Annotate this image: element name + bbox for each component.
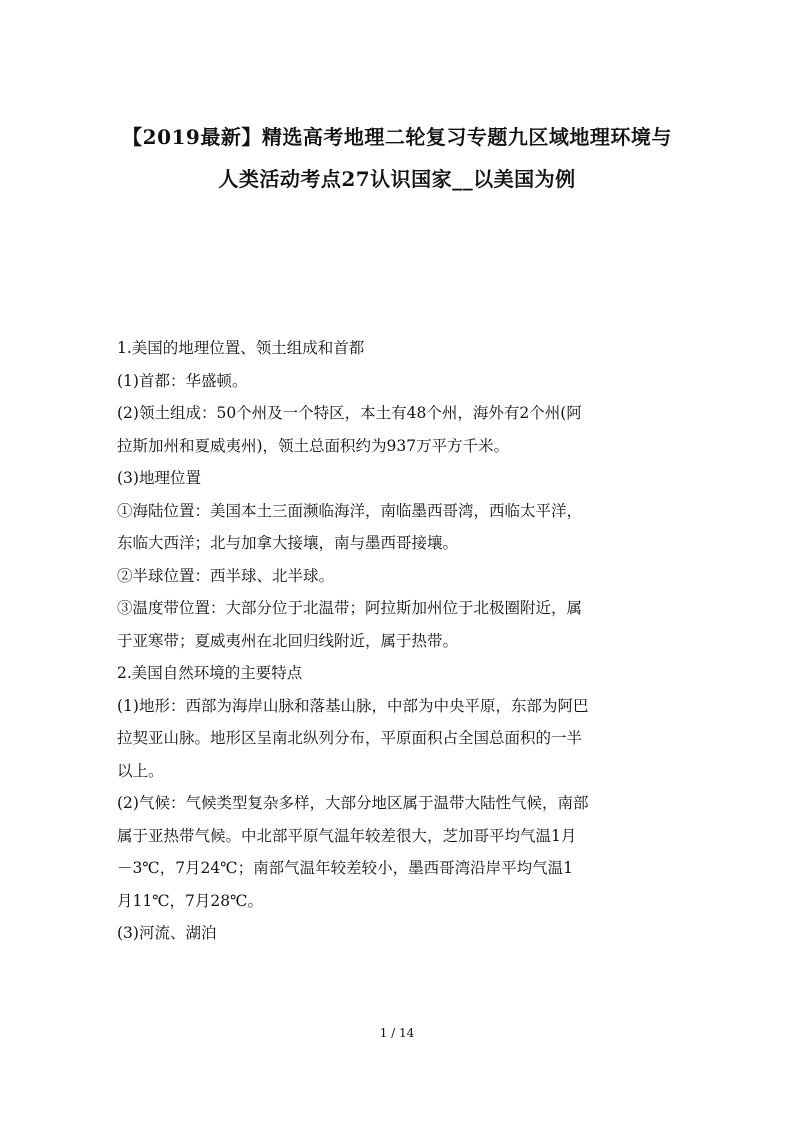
- paragraph-line: ③温度带位置：大部分位于北温带；阿拉斯加州位于北极圈附近，属: [117, 599, 583, 617]
- section-heading: 2.美国自然环境的主要特点: [117, 664, 303, 682]
- paragraph-line: 拉斯加州和夏威夷州)，领土总面积约为937万平方千米。: [117, 436, 510, 455]
- paragraph-line: 以上。: [117, 761, 164, 780]
- paragraph-line: ①海陆位置：美国本土三面濒临海洋，南临墨西哥湾，西临太平洋，: [117, 501, 583, 520]
- paragraph-line: 东临大西洋；北与加拿大接壤，南与墨西哥接壤。: [117, 534, 459, 552]
- paragraph-line: 月11℃，7月28℃。: [117, 891, 263, 910]
- section-heading: 1.美国的地理位置、领土组成和首都: [117, 339, 365, 357]
- paragraph-line: ②半球位置：西半球、北半球。: [117, 566, 335, 585]
- paragraph-line: (3)地理位置: [117, 469, 201, 487]
- document-title: [90, 116, 704, 200]
- paragraph-line: 属于亚热带气候。中北部平原气温年较差很大，芝加哥平均气温1月: [117, 826, 577, 845]
- paragraph-line: (2)领土组成：50个州及一个特区，本土有48个州，海外有2个州(阿: [117, 404, 582, 422]
- title-line: 【2019最新】精选高考地理二轮复习专题九区域地理环境与: [122, 125, 672, 149]
- page-number: 1 / 14: [379, 1026, 415, 1040]
- paragraph-line: (1)首都：华盛顿。: [117, 371, 248, 390]
- paragraph-line: －3℃，7月24℃；南部气温年较差较小，墨西哥湾沿岸平均气温1: [117, 859, 573, 877]
- paragraph-line: 拉契亚山脉。地形区呈南北纵列分布，平原面积占全国总面积的一半: [117, 729, 583, 747]
- paragraph-line: (1)地形：西部为海岸山脉和落基山脉，中部为中央平原，东部为阿巴: [117, 696, 589, 715]
- document-body: [117, 332, 687, 950]
- paragraph-line: (3)河流、湖泊: [117, 924, 217, 942]
- title-line: 人类活动考点27认识国家__以美国为例: [218, 167, 576, 191]
- paragraph-line: 于亚寒带；夏威夷州在北回归线附近，属于热带。: [117, 631, 459, 650]
- paragraph-line: (2)气候：气候类型复杂多样，大部分地区属于温带大陆性气候，南部: [117, 794, 589, 812]
